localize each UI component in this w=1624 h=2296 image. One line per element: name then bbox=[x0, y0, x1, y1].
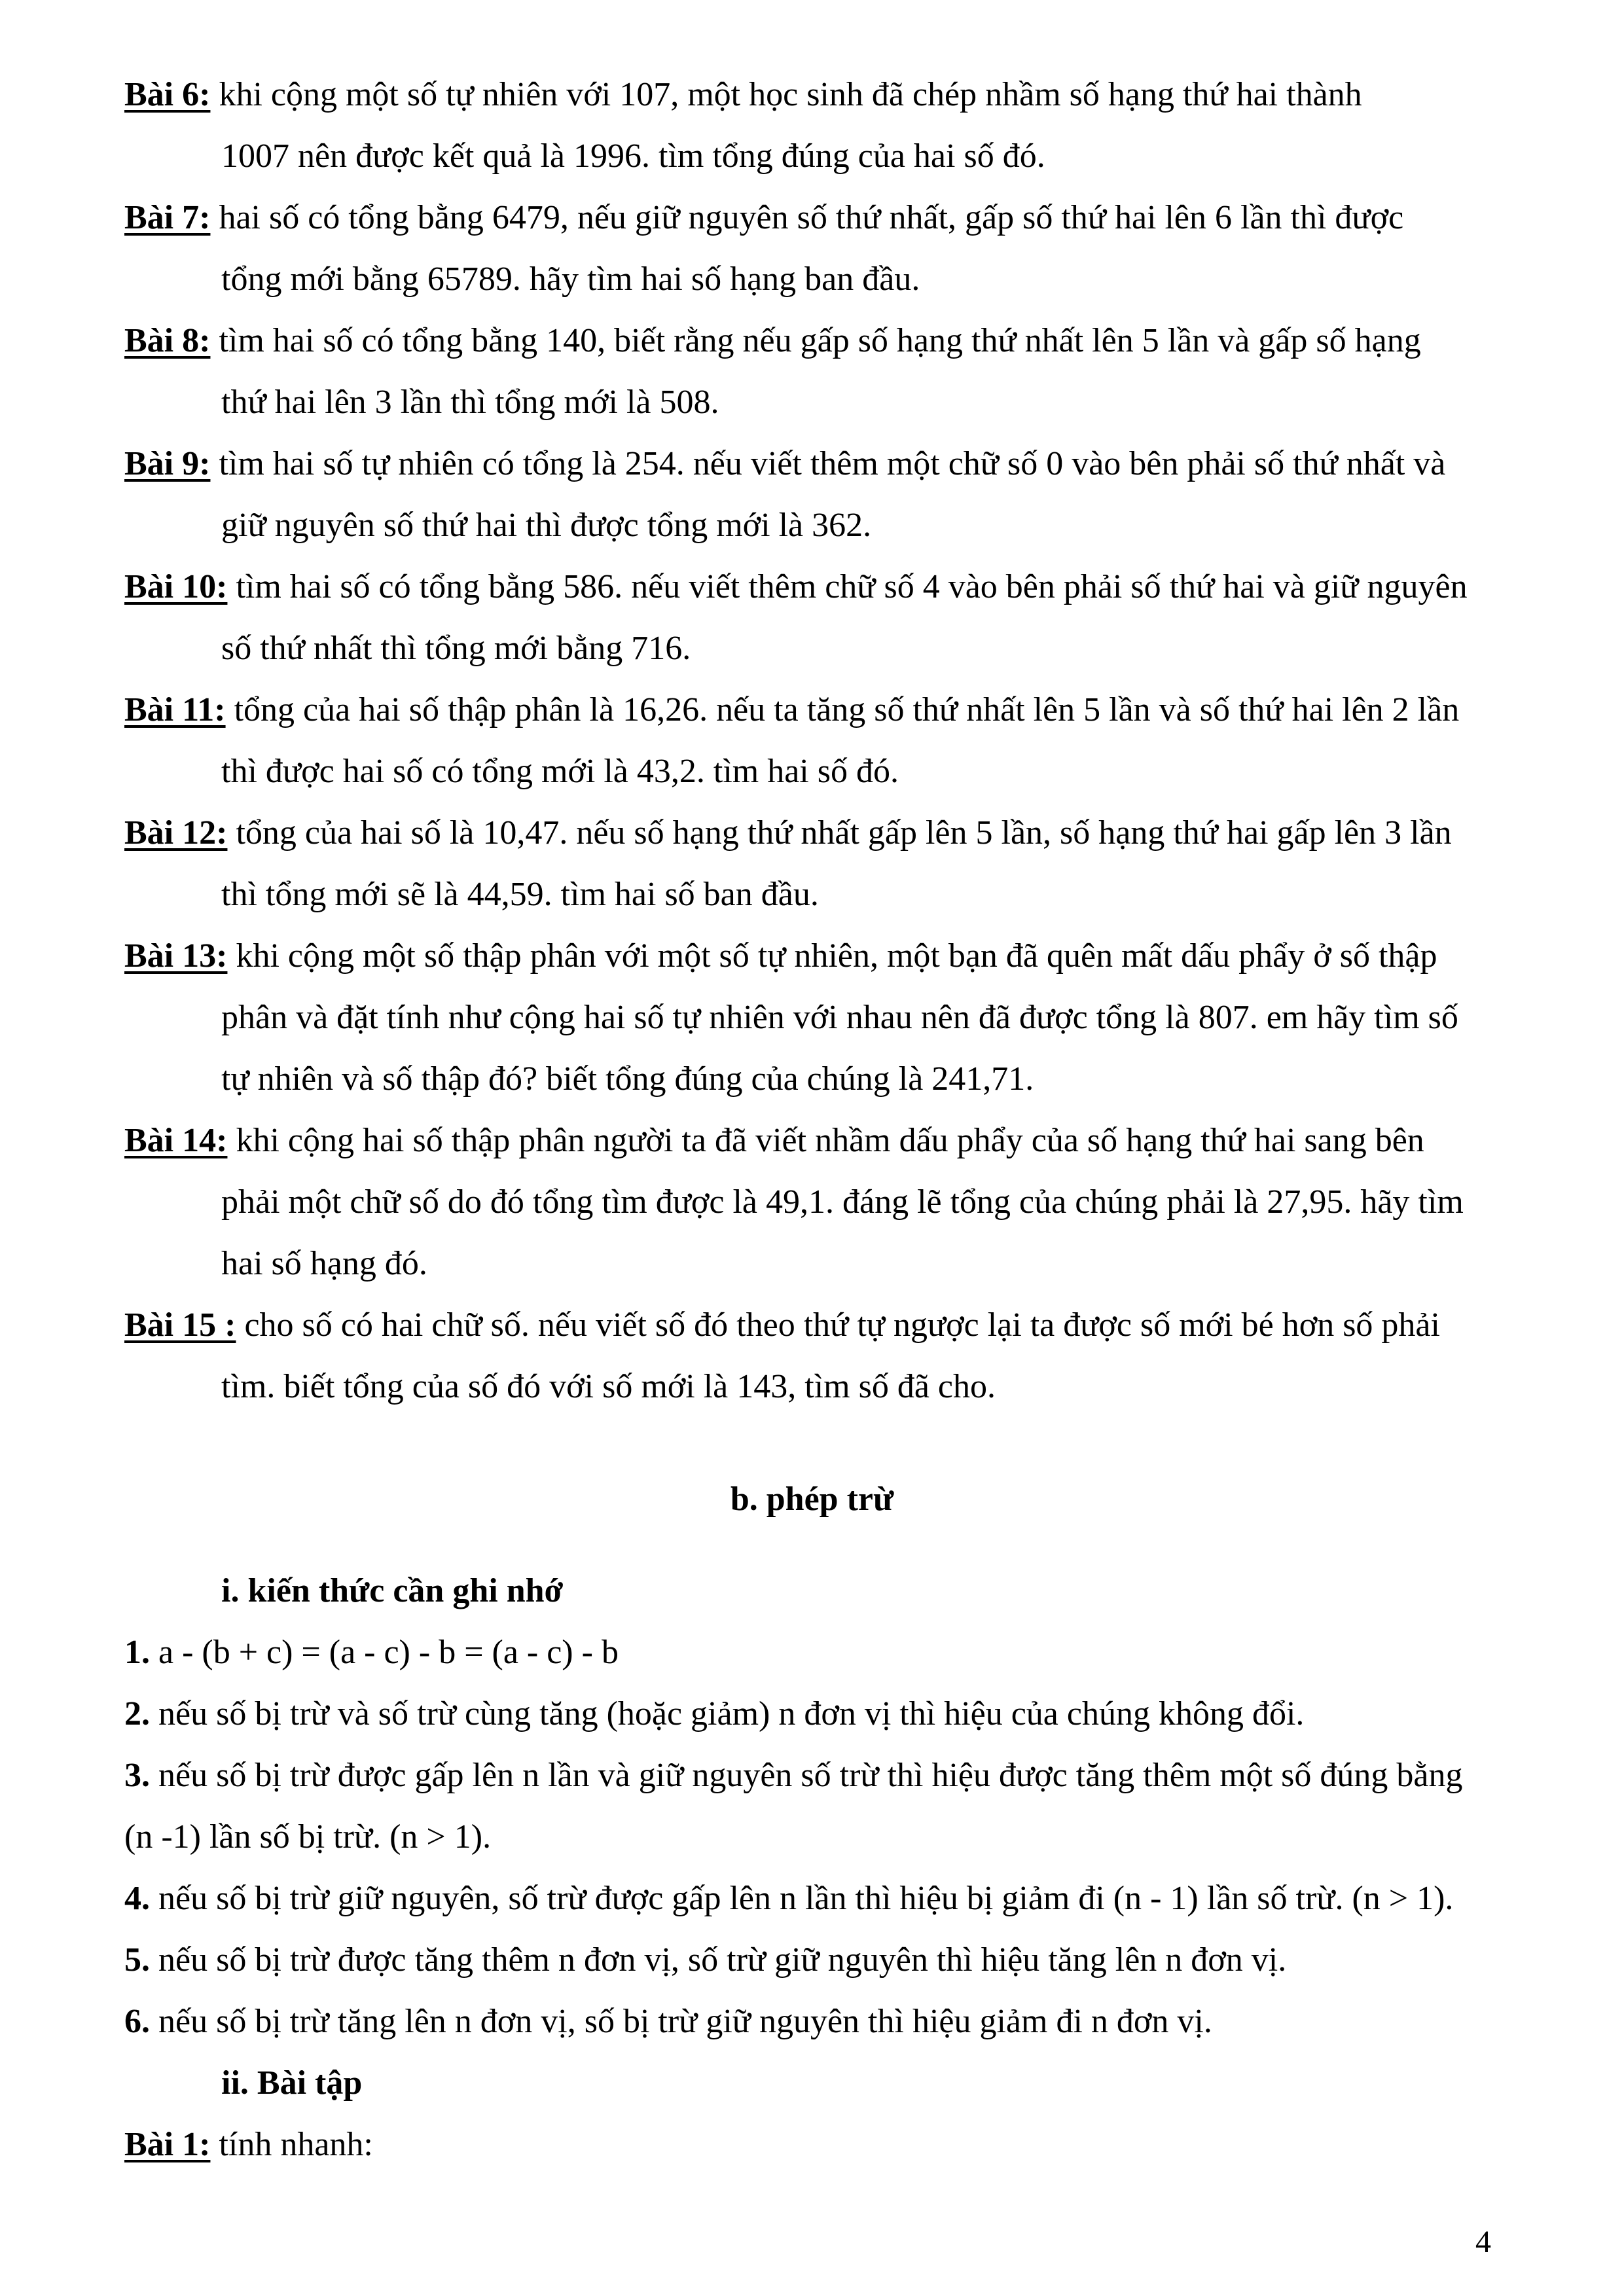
exercise-13 bbox=[124, 925, 1530, 1110]
subsection-title: ii. Bài tập bbox=[221, 2064, 363, 2102]
rule-number: 5. bbox=[124, 1941, 150, 1979]
exercise-14 bbox=[124, 1110, 1530, 1295]
rule-text: nếu số bị trừ và số trừ cùng tăng (hoặc giảm) n đơn vị thì hiệu của chúng không đổi. bbox=[158, 1695, 1305, 1732]
rule-text: nếu số bị trừ tăng lên n đơn vị, số bị trừ giữ nguyên thì hiệu giảm đi n đơn vị. bbox=[158, 2003, 1212, 2040]
exercise-text: tìm hai số tự nhiên có tổng là 254. nếu viết thêm một chữ số 0 vào bên phải số thứ nhất và bbox=[219, 445, 1446, 482]
exercise-1 bbox=[124, 2114, 1530, 2176]
exercise-text-cont: phân và đặt tính như cộng hai số tự nhiên với nhau nên đã được tổng là 807. em hãy tìm số bbox=[221, 999, 1458, 1036]
rule-number: 3. bbox=[124, 1757, 150, 1794]
rule-text: nếu số bị trừ giữ nguyên, số trừ được gấp lên n lần thì hiệu bị giảm đi (n - 1) lần số trừ. (n > 1). bbox=[158, 1880, 1454, 1917]
rule-text: nếu số bị trừ được gấp lên n lần và giữ nguyên số trừ thì hiệu được tăng thêm một số đúng bằng bbox=[158, 1757, 1463, 1794]
exercise-text: tìm hai số có tổng bằng 586. nếu viết thêm chữ số 4 vào bên phải số thứ hai và giữ nguyên bbox=[236, 568, 1468, 605]
exercise-text: tổng của hai số là 10,47. nếu số hạng thứ nhất gấp lên 5 lần, số hạng thứ hai gấp lên 3 lần bbox=[236, 814, 1452, 852]
exercise-text-cont-2: hai số hạng đó. bbox=[221, 1245, 427, 1282]
exercise-text: hai số có tổng bằng 6479, nếu giữ nguyên số thứ nhất, gấp số thứ hai lên 6 lần thì được bbox=[219, 199, 1404, 236]
exercise-11 bbox=[124, 679, 1530, 802]
exercise-text-cont: phải một chữ số do đó tổng tìm được là 49,1. đáng lẽ tổng của chúng phải là 27,95. hãy tìm bbox=[221, 1183, 1464, 1221]
exercise-text: cho số có hai chữ số. nếu viết số đó theo thứ tự ngược lại ta được số mới bé hơn số phải bbox=[244, 1306, 1440, 1344]
rule-text: a - (b + c) = (a - c) - b = (a - c) - b bbox=[158, 1634, 619, 1671]
exercise-text-cont: tổng mới bằng 65789. hãy tìm hai số hạng ban đầu. bbox=[221, 260, 920, 298]
exercise-label: Bài 13: bbox=[124, 937, 228, 975]
exercise-label: Bài 6: bbox=[124, 76, 211, 113]
exercise-label: Bài 9: bbox=[124, 445, 211, 482]
subsection-title: i. kiến thức cần ghi nhớ bbox=[221, 1572, 564, 1609]
exercise-10 bbox=[124, 556, 1530, 679]
exercise-text: khi cộng một số thập phân với một số tự nhiên, một bạn đã quên mất dấu phẩy ở số thập bbox=[236, 937, 1437, 975]
exercise-text-cont: số thứ nhất thì tổng mới bằng 716. bbox=[221, 630, 691, 667]
exercise-9 bbox=[124, 433, 1530, 556]
rule-item bbox=[124, 1683, 1530, 1745]
page-number: 4 bbox=[1475, 2225, 1491, 2259]
exercise-label: Bài 14: bbox=[124, 1122, 228, 1159]
exercise-text: khi cộng hai số thập phân người ta đã viết nhầm dấu phẩy của số hạng thứ hai sang bên bbox=[236, 1122, 1424, 1159]
rule-item bbox=[124, 1991, 1530, 2053]
rule-item bbox=[124, 1622, 1530, 1683]
exercise-label: Bài 12: bbox=[124, 814, 228, 852]
exercise-text-cont: thứ hai lên 3 lần thì tổng mới là 508. bbox=[221, 384, 719, 421]
section-title: b. phép trừ bbox=[730, 1480, 894, 1518]
exercise-label: Bài 8: bbox=[124, 322, 211, 359]
rule-item bbox=[124, 1745, 1530, 1868]
rule-number: 1. bbox=[124, 1634, 150, 1671]
exercise-text-cont: thì tổng mới sẽ là 44,59. tìm hai số ban đầu. bbox=[221, 876, 819, 913]
exercise-6 bbox=[124, 64, 1530, 187]
exercise-label: Bài 10: bbox=[124, 568, 228, 605]
exercise-15 bbox=[124, 1295, 1530, 1418]
exercise-text-cont: tìm. biết tổng của số đó với số mới là 143, tìm số đã cho. bbox=[221, 1368, 996, 1405]
exercise-8 bbox=[124, 310, 1530, 433]
rule-number: 4. bbox=[124, 1880, 150, 1917]
rule-number: 2. bbox=[124, 1695, 150, 1732]
exercise-text: tính nhanh: bbox=[219, 2126, 373, 2163]
rule-item bbox=[124, 1868, 1530, 1929]
exercise-label: Bài 7: bbox=[124, 199, 211, 236]
exercise-text: khi cộng một số tự nhiên với 107, một học sinh đã chép nhầm số hạng thứ hai thành bbox=[219, 76, 1362, 113]
exercise-text-cont: thì được hai số có tổng mới là 43,2. tìm hai số đó. bbox=[221, 753, 899, 790]
exercise-label: Bài 15 : bbox=[124, 1306, 236, 1344]
rule-number: 6. bbox=[124, 2003, 150, 2040]
exercise-text-cont: 1007 nên được kết quả là 1996. tìm tổng đúng của hai số đó. bbox=[221, 137, 1045, 175]
exercise-12 bbox=[124, 802, 1530, 925]
rule-text-cont: (n -1) lần số bị trừ. (n > 1). bbox=[124, 1818, 492, 1856]
rule-item bbox=[124, 1929, 1530, 1991]
exercise-text: tổng của hai số thập phân là 16,26. nếu ta tăng số thứ nhất lên 5 lần và số thứ hai lên 2 lần bbox=[234, 691, 1460, 728]
exercise-text-cont-2: tự nhiên và số thập đó? biết tổng đúng của chúng là 241,71. bbox=[221, 1060, 1034, 1098]
exercise-label: Bài 11: bbox=[124, 691, 226, 728]
exercise-text-cont: giữ nguyên số thứ hai thì được tổng mới là 362. bbox=[221, 507, 872, 544]
rule-text: nếu số bị trừ được tăng thêm n đơn vị, số trừ giữ nguyên thì hiệu tăng lên n đơn vị. bbox=[158, 1941, 1287, 1979]
exercise-label: Bài 1: bbox=[124, 2126, 211, 2163]
exercise-text: tìm hai số có tổng bằng 140, biết rằng nếu gấp số hạng thứ nhất lên 5 lần và gấp số hạng bbox=[219, 322, 1421, 359]
exercise-7 bbox=[124, 187, 1530, 310]
